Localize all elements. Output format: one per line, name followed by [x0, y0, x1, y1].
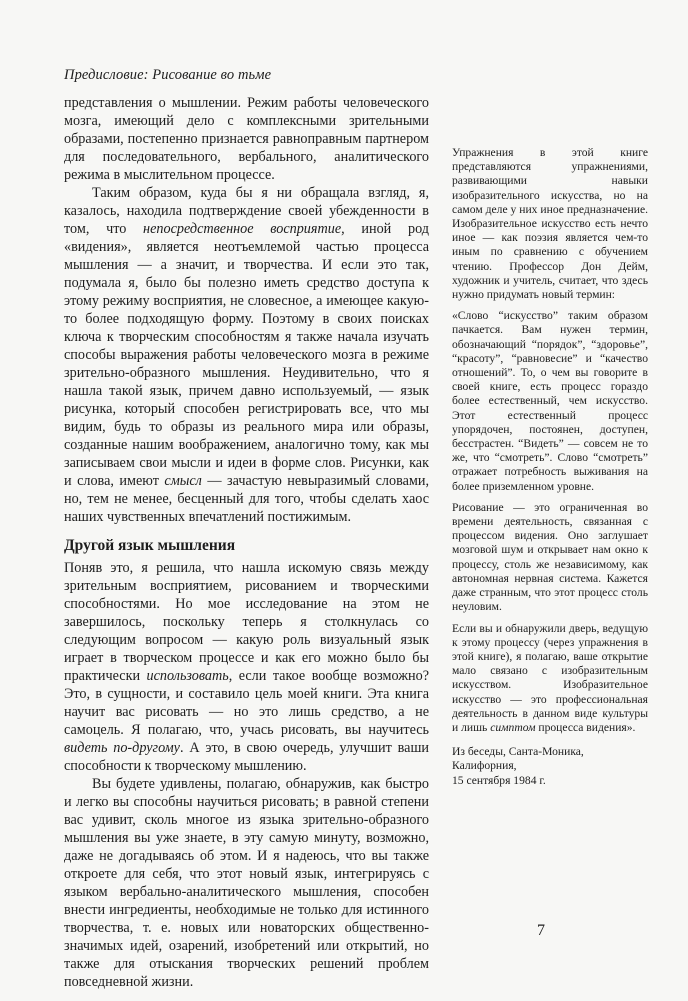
source-line: Из беседы, Санта-Моника,	[452, 745, 584, 759]
page-number: 7	[537, 922, 545, 939]
emphasis-text: симптом	[490, 720, 536, 734]
body-paragraph-1: представления о мышлении. Режим работы человеческого мозга, имеющий дело с комплексными зрительными образами, постепенно признается равноправным партнером для последовательного, вербального, аналитического режима в мыслительном процессе.	[64, 95, 429, 183]
side-note-2: «Слово “искусство” таким образом пачкается. Вам нужен термин, обозначающий “порядок”, “здоровье”, “красоту”, “равновесие” и “качество отношений”. То, о чем вы говорите в своей книге, есть процесс гораздо более естественный, чем искусство. Этот естественный процесс упорядочен, постоянен, доступен, бесстрастен. “Видеть” — совсем не то же, что “смотреть”. Слово “смотреть” отражает потребность выживания на более приземленном уровне.	[452, 309, 648, 493]
sidebar-notes	[452, 146, 648, 795]
text-run: , иной род «видения», является неотъемлемой частью процесса мышления — а значит, и творчества. И если это так, подумала я, было бы полезно иметь средство доступа к этому режиму восприятия, не словесное, а имеющее какую-то более подходящую форму. Поэтому в своих поисках ключа к творческим способностям я также начала изучать способы выражения работы человеческого мозга в режиме зрительно-образного мышления. Неудивительно, что я нашла такой язык, причем давно используемый, — язык рисунка, который способен регистрировать все, что мы видим, будь то образы из реального мира или образы, созданные нашим воображением, аналогично тому, как мы записываем свои мысли и идеи в форме слов. Рисунки, как и слова, имеют	[64, 221, 429, 489]
body-paragraph-2	[64, 184, 429, 526]
source-line: 15 сентября 1984 г.	[452, 773, 546, 787]
text-run: Поняв это, я решила, что нашла искомую связь между зрительным восприятием, рисованием и творческими способностями. Но мое исследование на этом не завершилось, поскольку теперь я столкнулась со следующим вопросом — какую роль визуальный язык играет в творческом процессе и как его можно было бы практически	[64, 560, 429, 684]
text-run: Если вы и обнаружили дверь, ведущую к этому процессу (через упражнения в этой книге), я полагаю, ваше открытие мало связано с изобразительным искусством. Изобразительное искусство — это профессиональная деятельность в данном виде культуры и лишь	[452, 621, 648, 734]
text-run: . А это, в свою очередь, улучшит ваши способности к творческому мышлению.	[64, 740, 429, 774]
emphasis-text: непосредственное восприятие	[143, 221, 342, 237]
body-paragraph-4: Вы будете удивлены, полагаю, обнаружив, как быстро и легко вы способны научиться рисовать; в равной степени вас удивит, сколь многое из языка зрительно-образного мышления вы уже знаете, в эту самую минуту, возможно, даже не догадываясь об этом. И я надеюсь, что вы также откроете для себя, что этот новый язык, интегрируясь с языком вербально-аналитического мышления, способен внести ингредиенты, необходимые не только для истинного творчества, т. е. новых или новаторских общественно-значимых идей, озарений, изобретений или открытий, но также для отыскания творческих решений проблем повседневной жизни.	[64, 776, 429, 990]
source-line: Калифорния,	[452, 759, 517, 773]
emphasis-text: видеть по-другому	[64, 740, 180, 756]
running-head: Предисловие: Рисование во тьме	[64, 67, 272, 83]
body-paragraph-3	[64, 559, 429, 775]
text-run: Таким образом, куда бы я ни обращала взгляд, я, казалось, находила подтверждение своей убежденности в том, что	[64, 185, 429, 237]
side-note-source	[452, 745, 648, 788]
emphasis-text: использовать	[146, 668, 229, 684]
text-run: процесса видения».	[535, 720, 636, 734]
main-column	[64, 94, 429, 991]
side-note-4	[452, 622, 648, 736]
text-run: — зачастую невыразимый словами, но, тем не менее, бесценный для того, чтобы сделать хаос наших чувственных впечатлений постижимым.	[64, 473, 429, 525]
section-title: Другой язык мышления	[64, 537, 236, 554]
text-run: , если такое вообще возможно? Это, в сущности, и составило цель моей книги. Эта книга научит вас рисовать — но это лишь средство, а не самоцель. Я полагаю, что, учась рисовать, вы научитесь	[64, 668, 429, 738]
emphasis-text: смысл	[164, 473, 202, 489]
side-note-3: Рисование — это ограниченная во времени деятельность, связанная с процессом видения. Оно заглушает мозговой шум и открывает нам окно к процессу, столь же независимому, как автономная нервная система. Кажется даже странным, что этот процесс столь неуловим.	[452, 500, 648, 614]
side-note-1: Упражнения в этой книге представляются упражнениями, развивающими навыки изобразительного искусства, но на самом деле у них иное предназначение. Изобразительное искусство есть нечто иное — как поэзия является чем-то иным по сравнению с обучением чтению. Профессор Дон Дейм, художник и учитель, считает, что здесь нужно придумать новый термин:	[452, 146, 648, 302]
